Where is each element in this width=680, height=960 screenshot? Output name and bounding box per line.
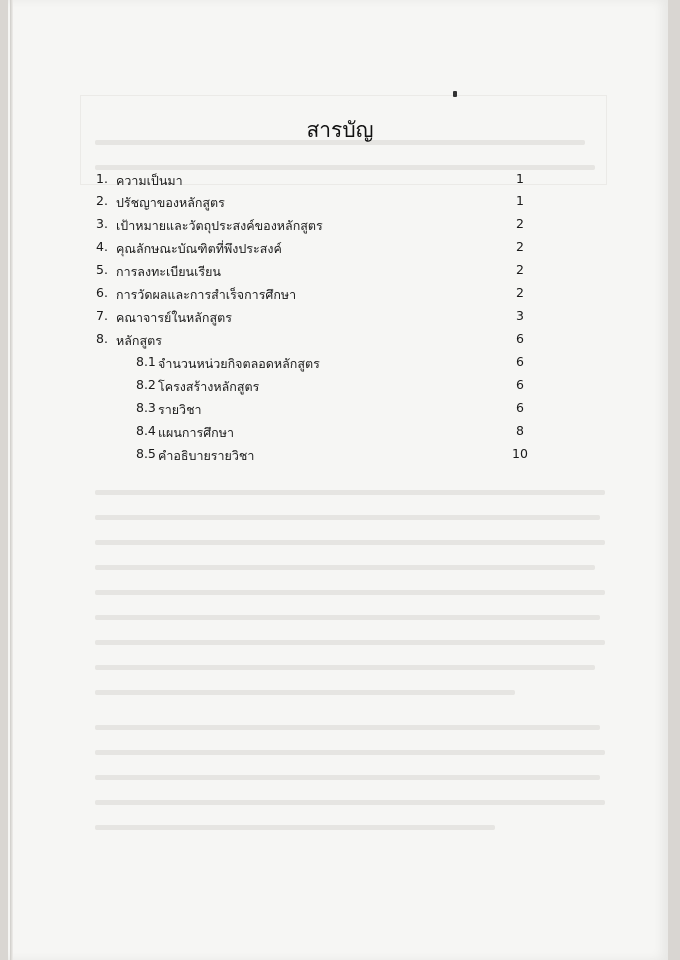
toc-entry — [0, 308, 680, 328]
toc-subentry-number: 8.3 — [136, 400, 156, 415]
toc-entry-label: ปรัชญาของหลักสูตร — [116, 195, 225, 210]
toc-subentry-number: 8.2 — [136, 377, 156, 392]
toc-entry — [0, 171, 680, 191]
toc-subentry — [0, 400, 680, 420]
toc-subentry — [0, 354, 680, 374]
toc-entry-number: 6. — [96, 285, 108, 300]
toc-entry-page: 3 — [516, 308, 524, 323]
toc-subentry-number: 8.1 — [136, 354, 156, 369]
toc-entry-number: 4. — [96, 239, 108, 254]
toc-entry-number: 3. — [96, 216, 108, 231]
toc-entry-number: 8. — [96, 331, 108, 346]
toc-entry-number: 2. — [96, 193, 108, 208]
toc-entry — [0, 331, 680, 351]
toc-entry — [0, 285, 680, 305]
toc-subentry — [0, 423, 680, 443]
toc-entry — [0, 193, 680, 213]
toc-subentry-label: คำอธิบายรายวิชา — [158, 448, 255, 463]
toc-entry-number: 7. — [96, 308, 108, 323]
toc-entry-label: การวัดผลและการสำเร็จการศึกษา — [116, 287, 297, 302]
toc-entry — [0, 216, 680, 236]
toc-entry-label: ความเป็นมา — [116, 173, 183, 188]
toc-entry-page: 2 — [516, 216, 524, 231]
toc-subentry-page: 6 — [516, 400, 524, 415]
toc-subentry — [0, 446, 680, 466]
toc-entry-label: เป้าหมายและวัตถุประสงค์ของหลักสูตร — [116, 218, 323, 233]
toc-subentry-label: จำนวนหน่วยกิจตลอดหลักสูตร — [158, 356, 320, 371]
toc-entry-label: คุณลักษณะบัณฑิตที่พึงประสงค์ — [116, 241, 282, 256]
toc-entry-page: 2 — [516, 239, 524, 254]
toc-entry-label: การลงทะเบียนเรียน — [116, 264, 221, 279]
toc-subentry-label: รายวิชา — [158, 402, 202, 417]
toc-subentry-number: 8.5 — [136, 446, 156, 461]
toc-entry — [0, 262, 680, 282]
toc-entry-page: 2 — [516, 285, 524, 300]
toc-subentry-page: 6 — [516, 354, 524, 369]
toc-entry-label: คณาจารย์ในหลักสูตร — [116, 310, 232, 325]
page-title: สารบัญ — [306, 118, 374, 142]
toc-subentry-number: 8.4 — [136, 423, 156, 438]
toc-subentry — [0, 377, 680, 397]
toc-subentry-page: 10 — [512, 446, 528, 461]
toc-subentry-page: 8 — [516, 423, 524, 438]
toc-entry-number: 5. — [96, 262, 108, 277]
toc-entry-page: 2 — [516, 262, 524, 277]
toc-entry-page: 6 — [516, 331, 524, 346]
toc-subentry-label: โครงสร้างหลักสูตร — [158, 379, 260, 394]
toc-entry-label: หลักสูตร — [116, 333, 162, 348]
toc-entry-page: 1 — [516, 171, 524, 186]
ink-speck — [453, 91, 457, 97]
toc-entry-number: 1. — [96, 171, 108, 186]
toc-entry — [0, 239, 680, 259]
toc-entry-page: 1 — [516, 193, 524, 208]
toc-subentry-page: 6 — [516, 377, 524, 392]
toc-subentry-label: แผนการศึกษา — [158, 425, 234, 440]
